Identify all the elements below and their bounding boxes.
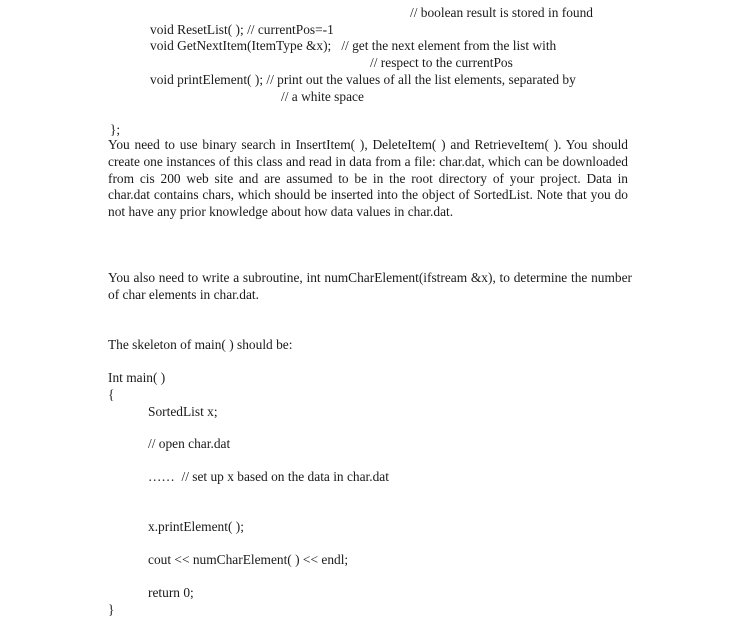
paragraph-subroutine: You also need to write a subroutine, int numCharElement(ifstream &x), to determine the number of char elements in char.dat. — [108, 270, 632, 302]
main-cout-line: cout << numCharElement( ) << endl; — [148, 552, 349, 567]
main-declaration: SortedList x; — [148, 404, 218, 419]
code-print-element: void printElement( ); // print out the values of all the list elements, separated by — [150, 72, 576, 87]
main-signature: Int main( ) — [108, 370, 166, 385]
code-comment-white-space: // a white space — [281, 89, 364, 104]
code-comment-respect-current-pos: // respect to the currentPos — [370, 55, 513, 70]
main-open-comment: // open char.dat — [148, 436, 231, 451]
code-comment-boolean-result: // boolean result is stored in found — [410, 5, 593, 20]
code-get-next-item: void GetNextItem(ItemType &x); // get the next element from the list with — [150, 38, 557, 53]
main-return-line: return 0; — [148, 585, 194, 600]
main-open-brace: { — [108, 387, 115, 402]
code-reset-list: void ResetList( ); // currentPos=-1 — [150, 22, 334, 37]
main-close-brace: } — [108, 602, 115, 617]
main-setup-comment: …… // set up x based on the data in char.dat — [148, 469, 389, 484]
code-class-close: }; — [110, 122, 121, 137]
main-print-call: x.printElement( ); — [148, 519, 244, 534]
skeleton-intro: The skeleton of main( ) should be: — [108, 337, 293, 352]
paragraph-binary-search: You need to use binary search in InsertItem( ), DeleteItem( ) and RetrieveItem( ). You should create one instances of this class and read in data from a file: char.dat, which can be downloaded from cis 200 web site and are assumed to be in the root directory of your project. Data in char.dat contains chars, which should be inserted into the object of SortedList. Note that you do not have any prior knowledge about how data values in char.dat. — [108, 137, 628, 220]
